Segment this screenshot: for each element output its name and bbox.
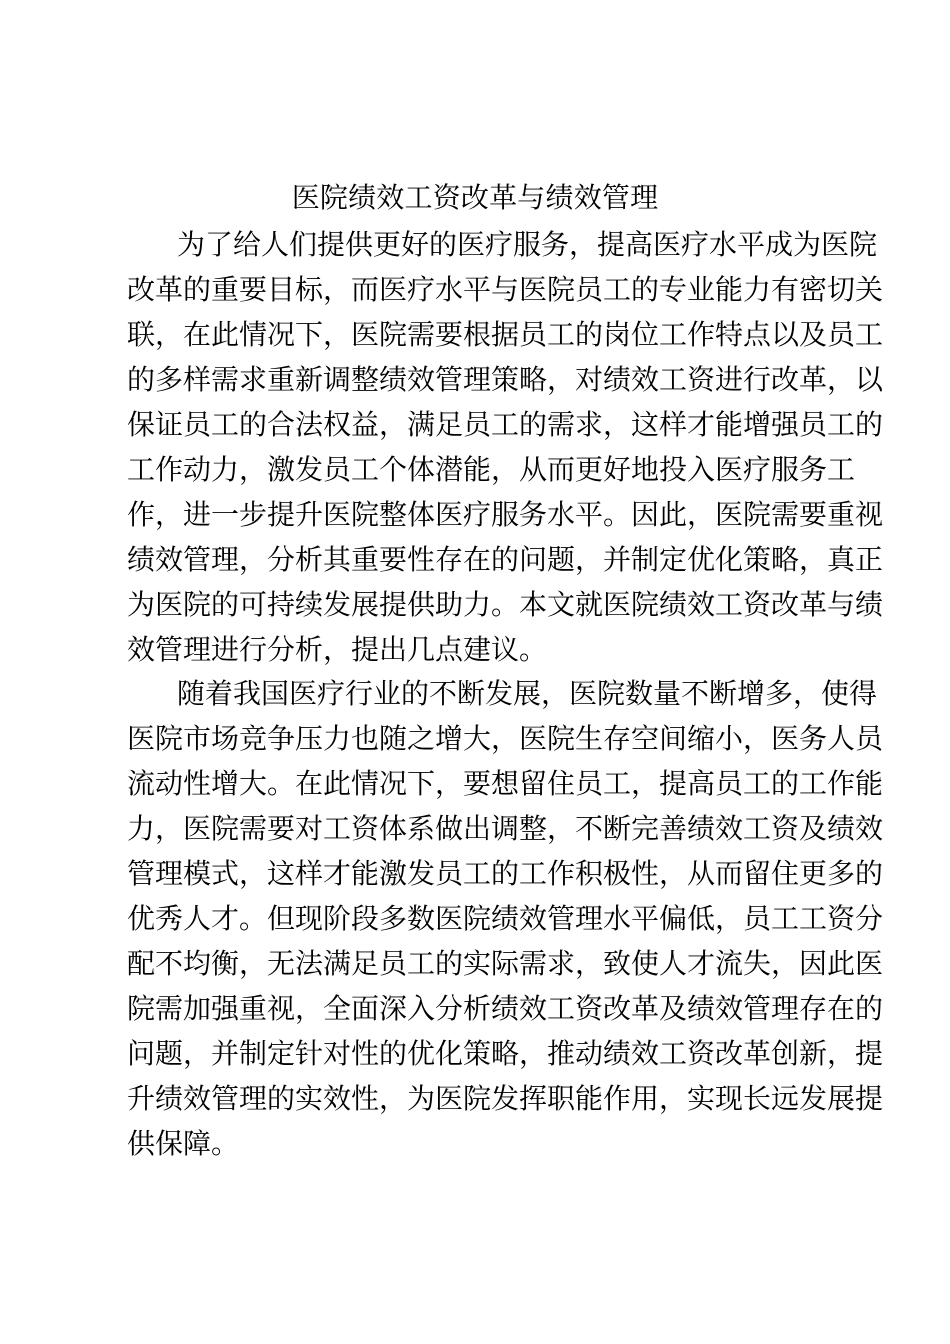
paragraph-2-line-2: 医院市场竞争压力也随之增大，医院生存空间缩小，医务人员 (127, 722, 884, 755)
document-title: 医院绩效工资改革与绩效管理 (291, 181, 659, 214)
paragraph-1-line-8: 绩效管理，分析其重要性存在的问题，并制定优化策略，真正 (127, 543, 884, 576)
paragraph-1-line-9: 为医院的可持续发展提供助力。本文就医院绩效工资改革与绩 (127, 588, 884, 621)
paragraph-2-line-3: 流动性增大。在此情况下，要想留住员工，提高员工的工作能 (127, 767, 884, 800)
paragraph-1-line-1: 为了给人们提供更好的医疗服务，提高医疗水平成为医院 (177, 228, 878, 261)
paragraph-1-line-7: 作，进一步提升医院整体医疗服务水平。因此，医院需要重视 (127, 498, 884, 531)
paragraph-1-line-4: 的多样需求重新调整绩效管理策略，对绩效工资进行改革，以 (127, 363, 884, 396)
paragraph-2-line-7: 配不均衡，无法满足员工的实际需求，致使人才流失，因此医 (127, 947, 884, 980)
paragraph-2-line-10: 升绩效管理的实效性，为医院发挥职能作用，实现长远发展提 (127, 1082, 884, 1115)
paragraph-2-line-6: 优秀人才。但现阶段多数医院绩效管理水平偏低，员工工资分 (127, 902, 884, 935)
paragraph-2-line-11: 供保障。 (127, 1127, 240, 1160)
paragraph-2-line-9: 问题，并制定针对性的优化策略，推动绩效工资改革创新，提 (127, 1037, 884, 1070)
paragraph-1-line-3: 联，在此情况下，医院需要根据员工的岗位工作特点以及员工 (127, 318, 884, 351)
paragraph-2-line-8: 院需加强重视，全面深入分析绩效工资改革及绩效管理存在的 (127, 992, 884, 1025)
paragraph-1-line-10: 效管理进行分析，提出几点建议。 (127, 633, 548, 666)
paragraph-1-line-6: 工作动力，激发员工个体潜能，从而更好地投入医疗服务工 (127, 453, 856, 486)
paragraph-2-line-4: 力，医院需要对工资体系做出调整，不断完善绩效工资及绩效 (127, 812, 884, 845)
paragraph-1-line-2: 改革的重要目标，而医疗水平与医院员工的专业能力有密切关 (127, 273, 884, 306)
paragraph-1-line-5: 保证员工的合法权益，满足员工的需求，这样才能增强员工的 (127, 408, 884, 441)
paragraph-2-line-1: 随着我国医疗行业的不断发展，医院数量不断增多，使得 (177, 677, 878, 710)
paragraph-2-line-5: 管理模式，这样才能激发员工的工作积极性，从而留住更多的 (127, 857, 884, 890)
